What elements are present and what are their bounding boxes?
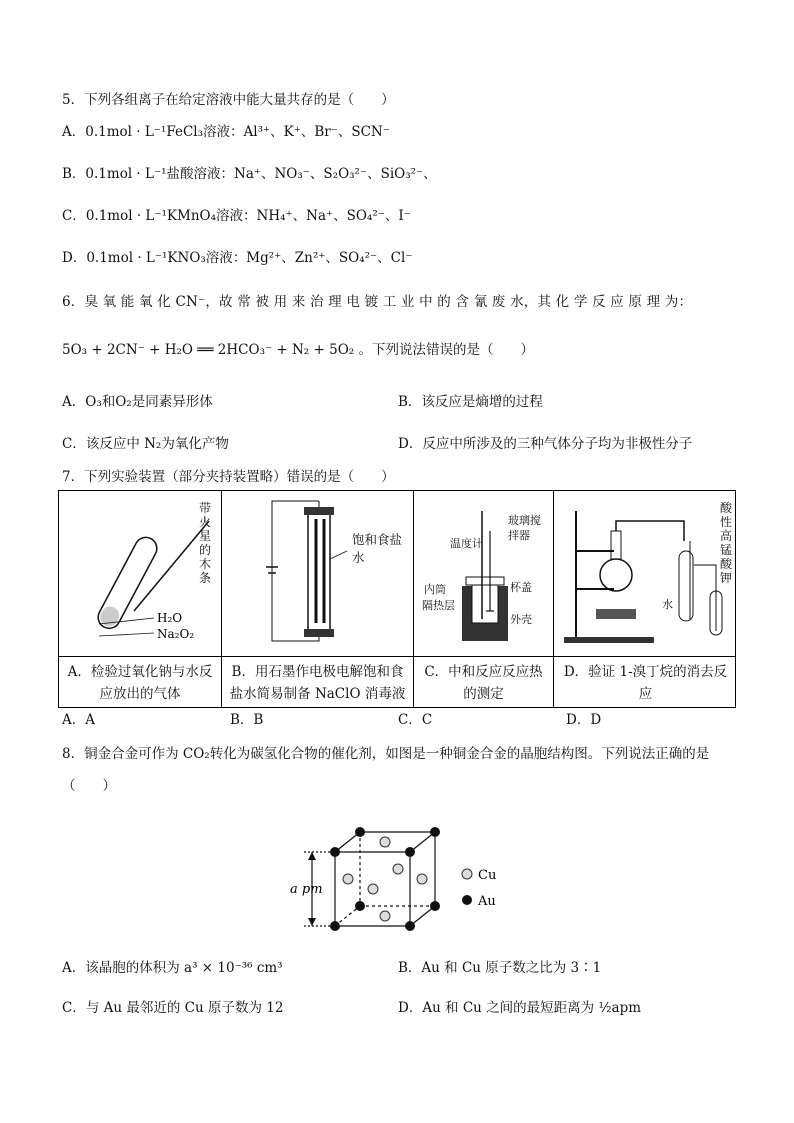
- q8-stem: 8．铜金合金可作为 CO₂转化为碳氢化合物的催化剂，如图是一种铜金合金的晶胞结构图。下列说法正确的是: [62, 746, 710, 762]
- legend-au: Au: [478, 894, 496, 909]
- legend-cu: Cu: [478, 868, 497, 883]
- crystal-cell-figure: [290, 818, 520, 938]
- label-na2o2: Na₂O₂: [157, 627, 195, 641]
- label-glass-stirrer: 玻璃搅拌器: [508, 514, 541, 542]
- cu-atoms: [343, 837, 427, 921]
- q5-option-b: B．0.1mol · L⁻¹盐酸溶液：Na⁺、NO₃⁻、S₂O₃²⁻、SiO₃²⁻、: [62, 166, 437, 182]
- label-water: 水: [662, 598, 673, 611]
- q7-option-d: D．D: [566, 712, 602, 728]
- q7-caption-a: A．检验过氧化钠与水反应放出的气体: [67, 664, 213, 702]
- q8-option-a: A．该晶胞的体积为 a³ × 10⁻³⁶ cm³: [62, 960, 283, 976]
- test-tube-figure: [59, 491, 221, 656]
- q7-caption-b: B．用石墨作电极电解饱和食盐水简易制备 NaClO 消毒液: [229, 664, 406, 702]
- q7-caption-c: C．中和反应反应热的测定: [424, 664, 543, 702]
- q6-option-c: C．该反应中 N₂为氧化产物: [62, 436, 229, 452]
- label-acidic-kmno4: 酸性高锰酸钾: [720, 501, 733, 585]
- q8-option-c: C．与 Au 最邻近的 Cu 原子数为 12: [62, 1000, 284, 1016]
- q7-stem: 7．下列实验装置（部分夹持装置略）错误的是（ ）: [62, 469, 395, 485]
- label-glowing-stick: 带火星的木条: [199, 501, 212, 585]
- q6-stem-equation: 5O₃ + 2CN⁻ + H₂O ══ 2HCO₃⁻ + N₂ + 5O₂ 。下列说法错误的是（ ）: [62, 342, 534, 358]
- q5-option-a: A．0.1mol · L⁻¹FeCl₃溶液：Al³⁺、K⁺、Br⁻、SCN⁻: [62, 124, 390, 140]
- label-lid: 杯盖: [510, 581, 532, 594]
- q7-option-a: A．A: [62, 712, 95, 728]
- electrolysis-figure: [222, 491, 412, 656]
- cu-legend-icon: [462, 869, 472, 879]
- glowing-stick-icon: [134, 521, 209, 611]
- label-saturated-brine: 饱和食盐水: [352, 532, 403, 565]
- q5-option-d: D．0.1mol · L⁻¹KNO₃溶液：Mg²⁺、Zn²⁺、SO₄²⁻、Cl⁻: [62, 250, 413, 266]
- q7-option-b: B．B: [230, 712, 264, 728]
- label-h2o: H₂O: [157, 611, 183, 625]
- label-insulation: 隔热层: [422, 599, 455, 612]
- edge-label: a pm: [290, 882, 323, 897]
- label-shell: 外壳: [510, 613, 532, 626]
- q6-option-a: A．O₃和O₂是同素异形体: [62, 394, 213, 410]
- q5-stem: 5．下列各组离子在给定溶液中能大量共存的是（ ）: [62, 92, 395, 108]
- q7-option-c: C．C: [398, 712, 433, 728]
- q8-paren: （ ）: [62, 778, 116, 794]
- q6-option-d: D．反应中所涉及的三种气体分子均为非极性分子: [398, 436, 693, 452]
- q6-stem-line1: 6．臭 氧 能 氧 化 CN⁻，故 常 被 用 来 治 理 电 镀 工 业 中 的 含 氰 废 水，其 化 学 反 应 原 理 为：: [62, 294, 693, 310]
- q5-option-c: C．0.1mol · L⁻¹KMnO₄溶液：NH₄⁺、Na⁺、SO₄²⁻、I⁻: [62, 208, 411, 224]
- au-legend-icon: [462, 895, 472, 905]
- label-inner-cylinder: 内筒: [424, 583, 446, 596]
- q7-apparatus-table: [58, 490, 736, 708]
- q6-option-b: B．该反应是熵增的过程: [398, 394, 543, 410]
- q7-cell-c: [414, 491, 554, 707]
- q7-cell-d: [554, 491, 737, 707]
- q7-caption-d: D．验证 1-溴丁烷的消去反应: [563, 664, 728, 702]
- q8-option-b: B．Au 和 Cu 原子数之比为 3∶1: [398, 960, 602, 976]
- label-thermometer: 温度计: [450, 537, 483, 550]
- q8-option-d: D．Au 和 Cu 之间的最短距离为 ½apm: [398, 1000, 642, 1016]
- q7-cell-b: [222, 491, 414, 707]
- elimination-apparatus-figure: [554, 491, 736, 656]
- q7-cell-a: [59, 491, 222, 707]
